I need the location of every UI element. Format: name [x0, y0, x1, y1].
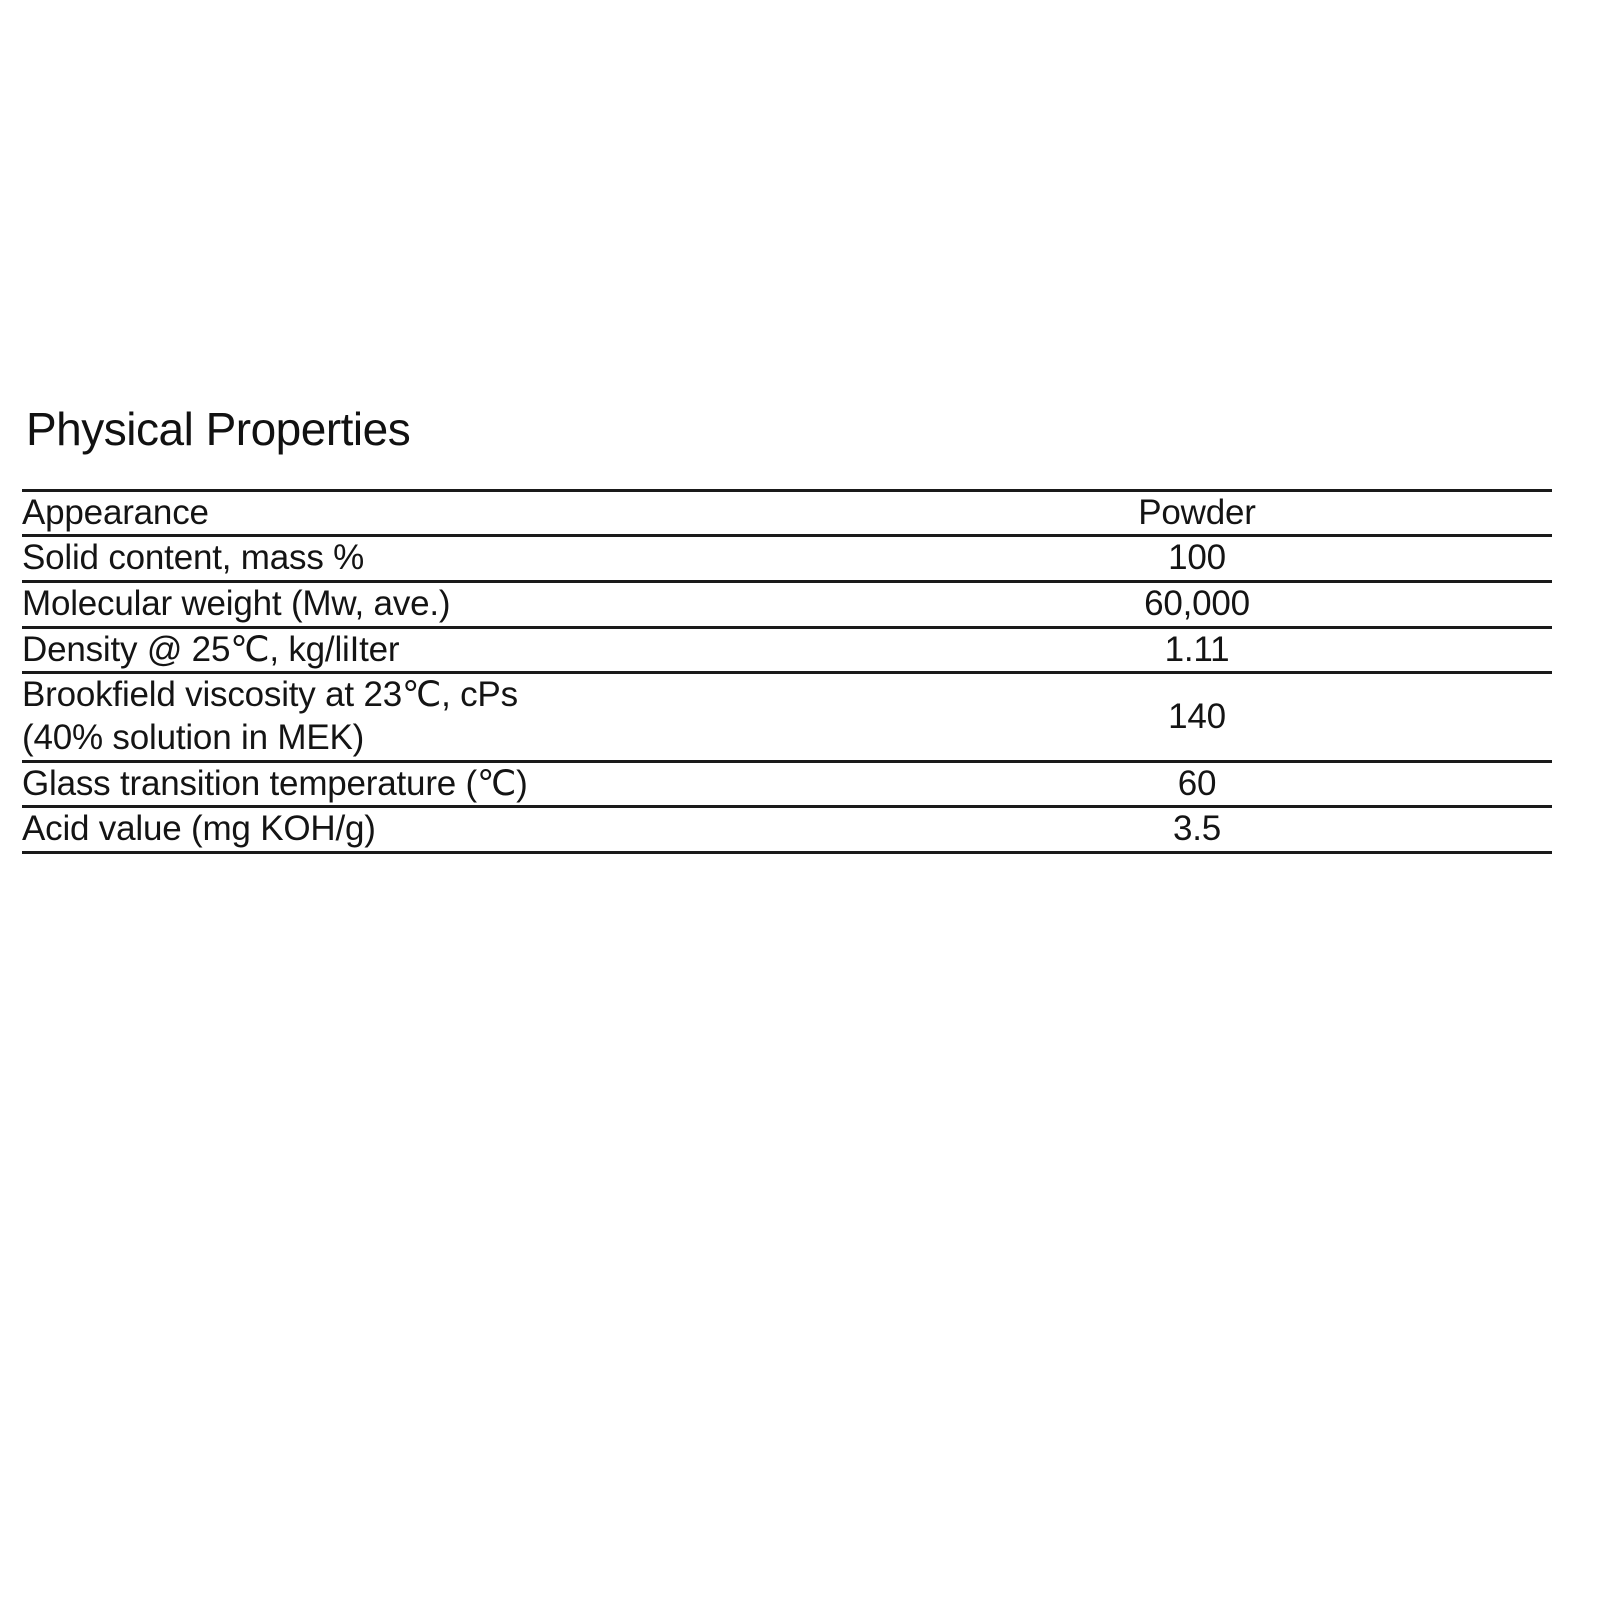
- property-value: 140: [1168, 696, 1226, 736]
- page-title: Physical Properties: [26, 403, 411, 455]
- property-value-cell: [1082, 673, 1552, 761]
- property-label-cell: [22, 807, 1082, 853]
- physical-properties-table: [22, 489, 1552, 855]
- property-value-cell: [1082, 490, 1552, 536]
- table-row: [22, 490, 1552, 536]
- table-row: [22, 761, 1552, 807]
- table-row: [22, 673, 1552, 761]
- property-label-cell: [22, 536, 1082, 582]
- table-row: [22, 536, 1552, 582]
- property-value-cell: [1082, 536, 1552, 582]
- property-label-cell: [22, 627, 1082, 673]
- table-row: [22, 627, 1552, 673]
- property-label-cell: [22, 490, 1082, 536]
- property-label: Appearance: [22, 492, 209, 532]
- property-value-cell: [1082, 761, 1552, 807]
- property-label: Glass transition temperature (℃): [22, 763, 528, 803]
- property-label-cell: [22, 673, 1082, 761]
- property-value: 1.11: [1164, 629, 1230, 669]
- property-value-cell: [1082, 581, 1552, 627]
- property-value-cell: [1082, 627, 1552, 673]
- property-label: Density @ 25℃, kg/liIter: [22, 629, 400, 669]
- table-row: [22, 581, 1552, 627]
- property-label-cell: [22, 761, 1082, 807]
- property-value: 60: [1177, 763, 1217, 803]
- property-label: Molecular weight (Mw, ave.): [22, 583, 451, 623]
- property-label-secondary: (40% solution in MEK): [22, 718, 365, 758]
- property-value: 100: [1168, 538, 1226, 578]
- property-value: Powder: [1138, 492, 1256, 532]
- property-value: 60,000: [1144, 583, 1250, 623]
- table-row: [22, 807, 1552, 853]
- physical-properties-section: [22, 404, 1552, 854]
- property-label: Acid value (mg KOH/g): [22, 809, 376, 849]
- property-label: Solid content, mass %: [22, 538, 365, 578]
- property-label: Brookfield viscosity at 23℃, cPs: [22, 675, 518, 715]
- property-value: 3.5: [1172, 809, 1222, 849]
- property-value-cell: [1082, 807, 1552, 853]
- property-label-cell: [22, 581, 1082, 627]
